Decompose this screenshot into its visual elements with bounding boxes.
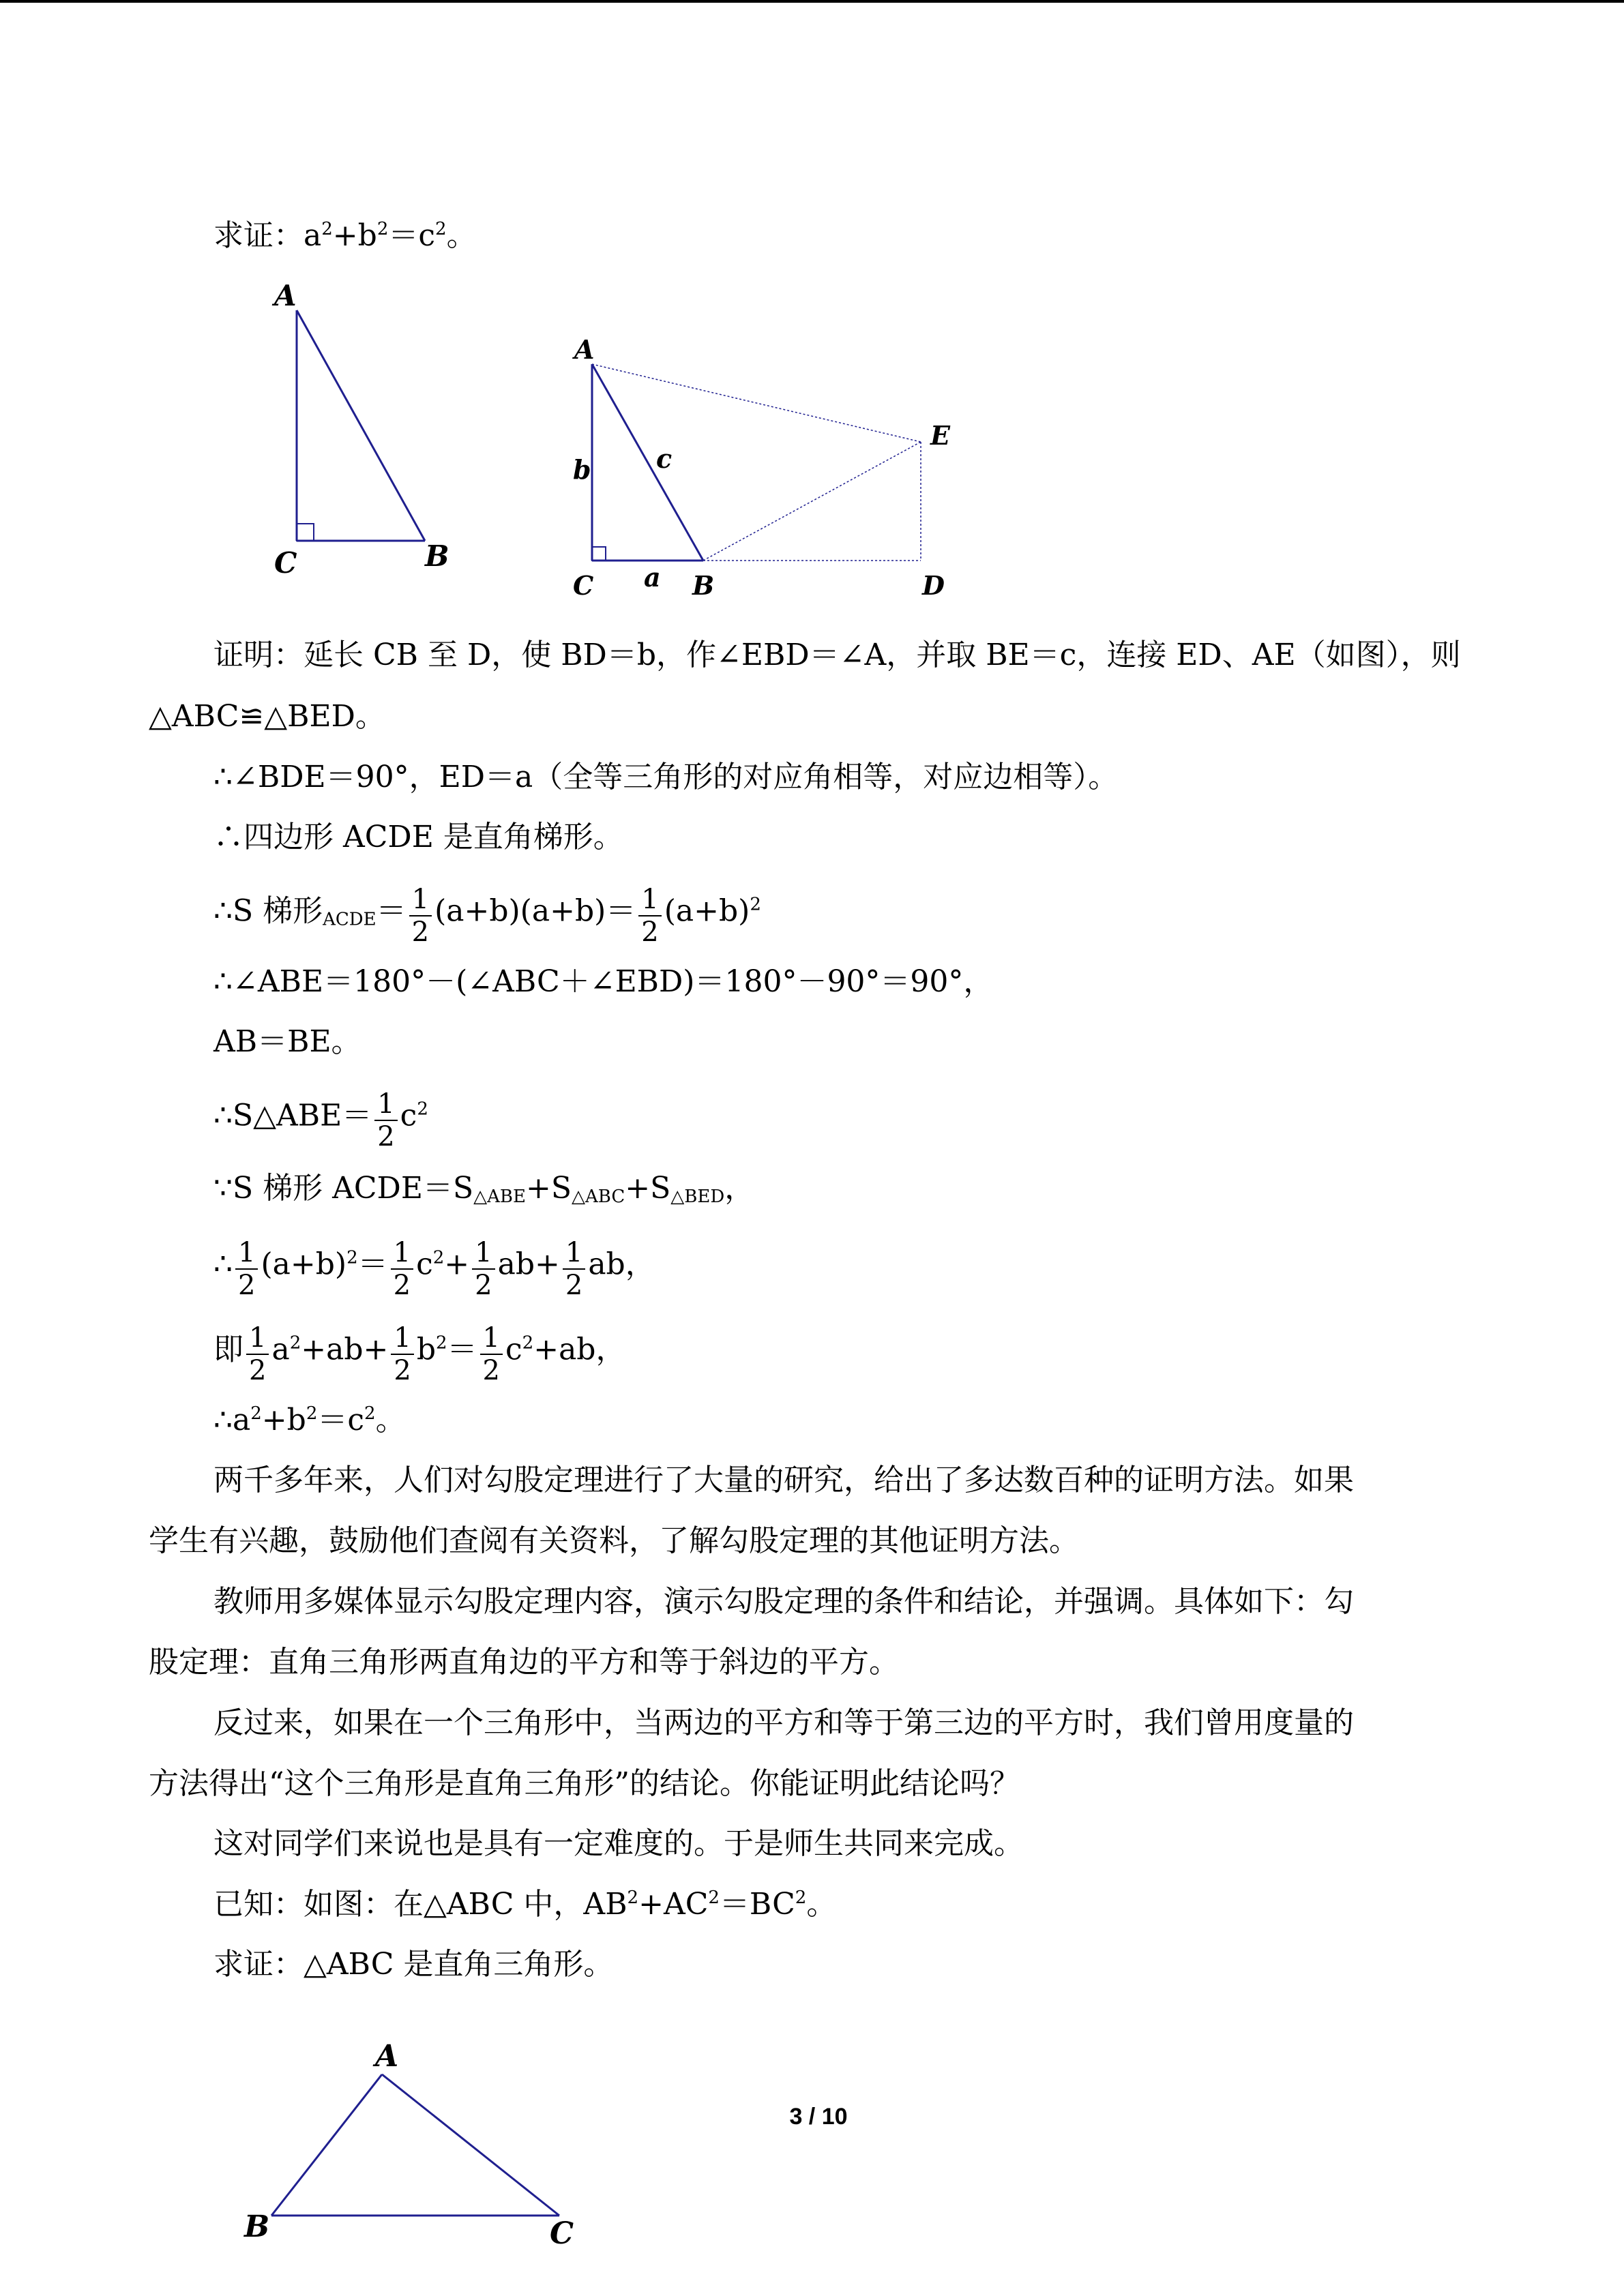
label-side-a: a (644, 562, 661, 593)
exp: 2 (436, 1332, 447, 1354)
exp: 2 (417, 1099, 428, 1120)
prove-line: 求证：△ABC 是直角三角形。 (213, 1947, 614, 1982)
denominator: 2 (641, 916, 659, 948)
numerator: 1 (246, 1322, 269, 1355)
text: 已知：如图：在△ABC 中，AB (213, 1887, 628, 1922)
triangle-area-line (213, 1086, 428, 1150)
label-a: A (274, 279, 297, 312)
proof-ab-be-line: AB＝BE。 (213, 1024, 361, 1059)
fraction-half (480, 1322, 503, 1386)
label-c: C (274, 546, 297, 580)
exp: 2 (627, 1888, 639, 1908)
paragraph-history-1: 两千多年来，人们对勾股定理进行了大量的研究，给出了多达数百种的证明方法。如果 (213, 1463, 1354, 1497)
exp: 2 (795, 1888, 807, 1908)
segment-be (703, 442, 921, 561)
text: ∴S 梯形 (213, 893, 323, 929)
exp: 2 (522, 1332, 534, 1354)
side-ab (592, 364, 703, 561)
exp: 2 (364, 1403, 376, 1424)
text: ＝BC (719, 1887, 795, 1922)
text: 。 (446, 218, 477, 253)
text: (a+b)(a+b)＝ (434, 893, 636, 929)
exp: 2 (346, 1247, 358, 1268)
numerator: 1 (374, 1088, 397, 1121)
side-ac (382, 2074, 559, 2216)
fraction-half (472, 1237, 494, 1301)
text: ab+ (497, 1247, 560, 1282)
page-top-border (0, 0, 1624, 3)
text: c (416, 1247, 433, 1282)
text: b (416, 1332, 436, 1367)
text: +S (625, 1171, 671, 1206)
fraction-half (374, 1088, 397, 1152)
text: ∴ (213, 1247, 233, 1282)
figure-right-triangle (259, 273, 477, 593)
exp: 2 (306, 1403, 318, 1424)
fraction-half (638, 884, 661, 948)
subscript: △BED (670, 1187, 725, 1207)
text: ＝ (376, 893, 407, 929)
text: +b (332, 218, 377, 253)
text: ＝c (317, 1403, 365, 1437)
denominator: 2 (411, 916, 430, 948)
text: ， (724, 1171, 755, 1206)
right-angle-mark (297, 524, 314, 541)
denominator: 2 (393, 1270, 411, 1301)
paragraph-converse-2: 方法得出“这个三角形是直角三角形”的结论。你能证明此结论吗？ (149, 1766, 1020, 1801)
text: c (400, 1098, 417, 1133)
numerator: 1 (472, 1237, 494, 1270)
paragraph-history-2: 学生有兴趣，鼓励他们查阅有关资料，了解勾股定理的其他证明方法。 (149, 1523, 1079, 1558)
label-b: B (425, 539, 449, 573)
label-d: D (922, 570, 945, 600)
right-angle-mark (592, 547, 606, 561)
side-ab (271, 2074, 382, 2216)
text: +ab， (533, 1332, 626, 1367)
exp: 2 (377, 219, 389, 239)
text: ∵S 梯形 ACDE＝S (213, 1171, 474, 1206)
exp: 2 (289, 1332, 301, 1354)
fraction-half (235, 1237, 258, 1301)
numerator: 1 (391, 1237, 413, 1270)
numerator: 1 (480, 1322, 503, 1355)
figure-triangle-abc (232, 2032, 600, 2278)
exp: 2 (708, 1888, 720, 1908)
text: +AC (638, 1887, 709, 1922)
exp: 2 (250, 1403, 262, 1424)
label-a: A (375, 2039, 399, 2074)
text: (a+b) (664, 893, 750, 929)
text: c (505, 1332, 522, 1367)
proof-line-3: ∴∠BDE＝90°，ED＝a（全等三角形的对应角相等，对应边相等）。 (213, 760, 1119, 794)
proof-line-1: 证明：延长 CB 至 D，使 BD＝b，作∠EBD＝∠A，并取 BE＝c，连接 ED、AE（如图），则 (213, 638, 1461, 672)
segment-ae (592, 364, 921, 442)
text: ∴S△ABE＝ (213, 1098, 372, 1133)
subscript: ACDE (323, 909, 377, 930)
text: a (271, 1332, 290, 1367)
text: ＝c (388, 218, 436, 253)
subscript: △ABC (571, 1187, 625, 1207)
denominator: 2 (394, 1355, 411, 1386)
equation-line (213, 1234, 655, 1301)
denominator: 2 (377, 1121, 395, 1152)
label-side-b: b (573, 454, 591, 485)
text: + (444, 1247, 470, 1282)
denominator: 2 (565, 1270, 583, 1301)
given-line (213, 1885, 836, 1924)
label-b: B (244, 2209, 270, 2244)
exp: 2 (435, 219, 447, 239)
label-c: C (550, 2216, 574, 2251)
text: 求证：a (213, 218, 322, 253)
label-side-c: c (656, 443, 673, 474)
numerator: 1 (409, 884, 432, 916)
numerator: 1 (638, 884, 661, 916)
numerator: 1 (235, 1237, 258, 1270)
text: ab， (588, 1247, 655, 1282)
numerator: 1 (391, 1322, 413, 1355)
side-ab (297, 310, 425, 541)
exp: 2 (750, 894, 761, 915)
label-b: B (692, 570, 715, 600)
text: ∴a (213, 1403, 251, 1437)
claim-line (213, 217, 477, 255)
fraction-half (563, 1237, 585, 1301)
denominator: 2 (238, 1270, 256, 1301)
text: ＝ (357, 1247, 388, 1282)
exp: 2 (432, 1247, 445, 1268)
subscript: △ABE (473, 1187, 526, 1207)
text: ＝ (447, 1332, 477, 1367)
text: 。 (375, 1403, 406, 1437)
denominator: 2 (249, 1355, 267, 1386)
fraction-half (409, 884, 432, 948)
figure-trapezoid (559, 327, 982, 600)
fraction-half (246, 1322, 269, 1386)
denominator: 2 (482, 1355, 500, 1386)
text: +S (525, 1171, 572, 1206)
label-e: E (930, 420, 950, 451)
label-a: A (574, 334, 595, 365)
exp: 2 (321, 219, 333, 239)
proof-line-4: ∴四边形 ACDE 是直角梯形。 (213, 820, 623, 854)
text: 。 (806, 1887, 837, 1922)
label-c: C (573, 570, 594, 600)
proof-angle-line: ∴∠ABE＝180°－(∠ABC＋∠EBD)＝180°－90°＝90°， (213, 964, 994, 999)
paragraph-converse-1: 反过来，如果在一个三角形中，当两边的平方和等于第三边的平方时，我们曾用度量的 (213, 1705, 1354, 1740)
text: +b (261, 1403, 306, 1437)
area-sum-line (213, 1169, 754, 1208)
fraction-half (391, 1237, 413, 1301)
fraction-half (391, 1322, 413, 1386)
conclusion-line (213, 1401, 406, 1440)
paragraph-teacher-2: 股定理：直角三角形两直角边的平方和等于斜边的平方。 (149, 1645, 899, 1680)
paragraph-teacher-1: 教师用多媒体显示勾股定理内容，演示勾股定理的条件和结论，并强调。具体如下：勾 (213, 1584, 1354, 1619)
text: 即 (213, 1332, 243, 1367)
text: +ab+ (301, 1332, 389, 1367)
page-number: 3 / 10 (789, 2104, 848, 2130)
trapezoid-area-line (213, 881, 761, 948)
paragraph-difficulty: 这对同学们来说也是具有一定难度的。于是师生共同来完成。 (213, 1826, 1024, 1861)
denominator: 2 (475, 1270, 492, 1301)
text: (a+b) (261, 1247, 347, 1282)
simplified-line (213, 1320, 625, 1384)
numerator: 1 (563, 1237, 585, 1270)
proof-line-2: △ABC≌△BED。 (149, 699, 385, 734)
